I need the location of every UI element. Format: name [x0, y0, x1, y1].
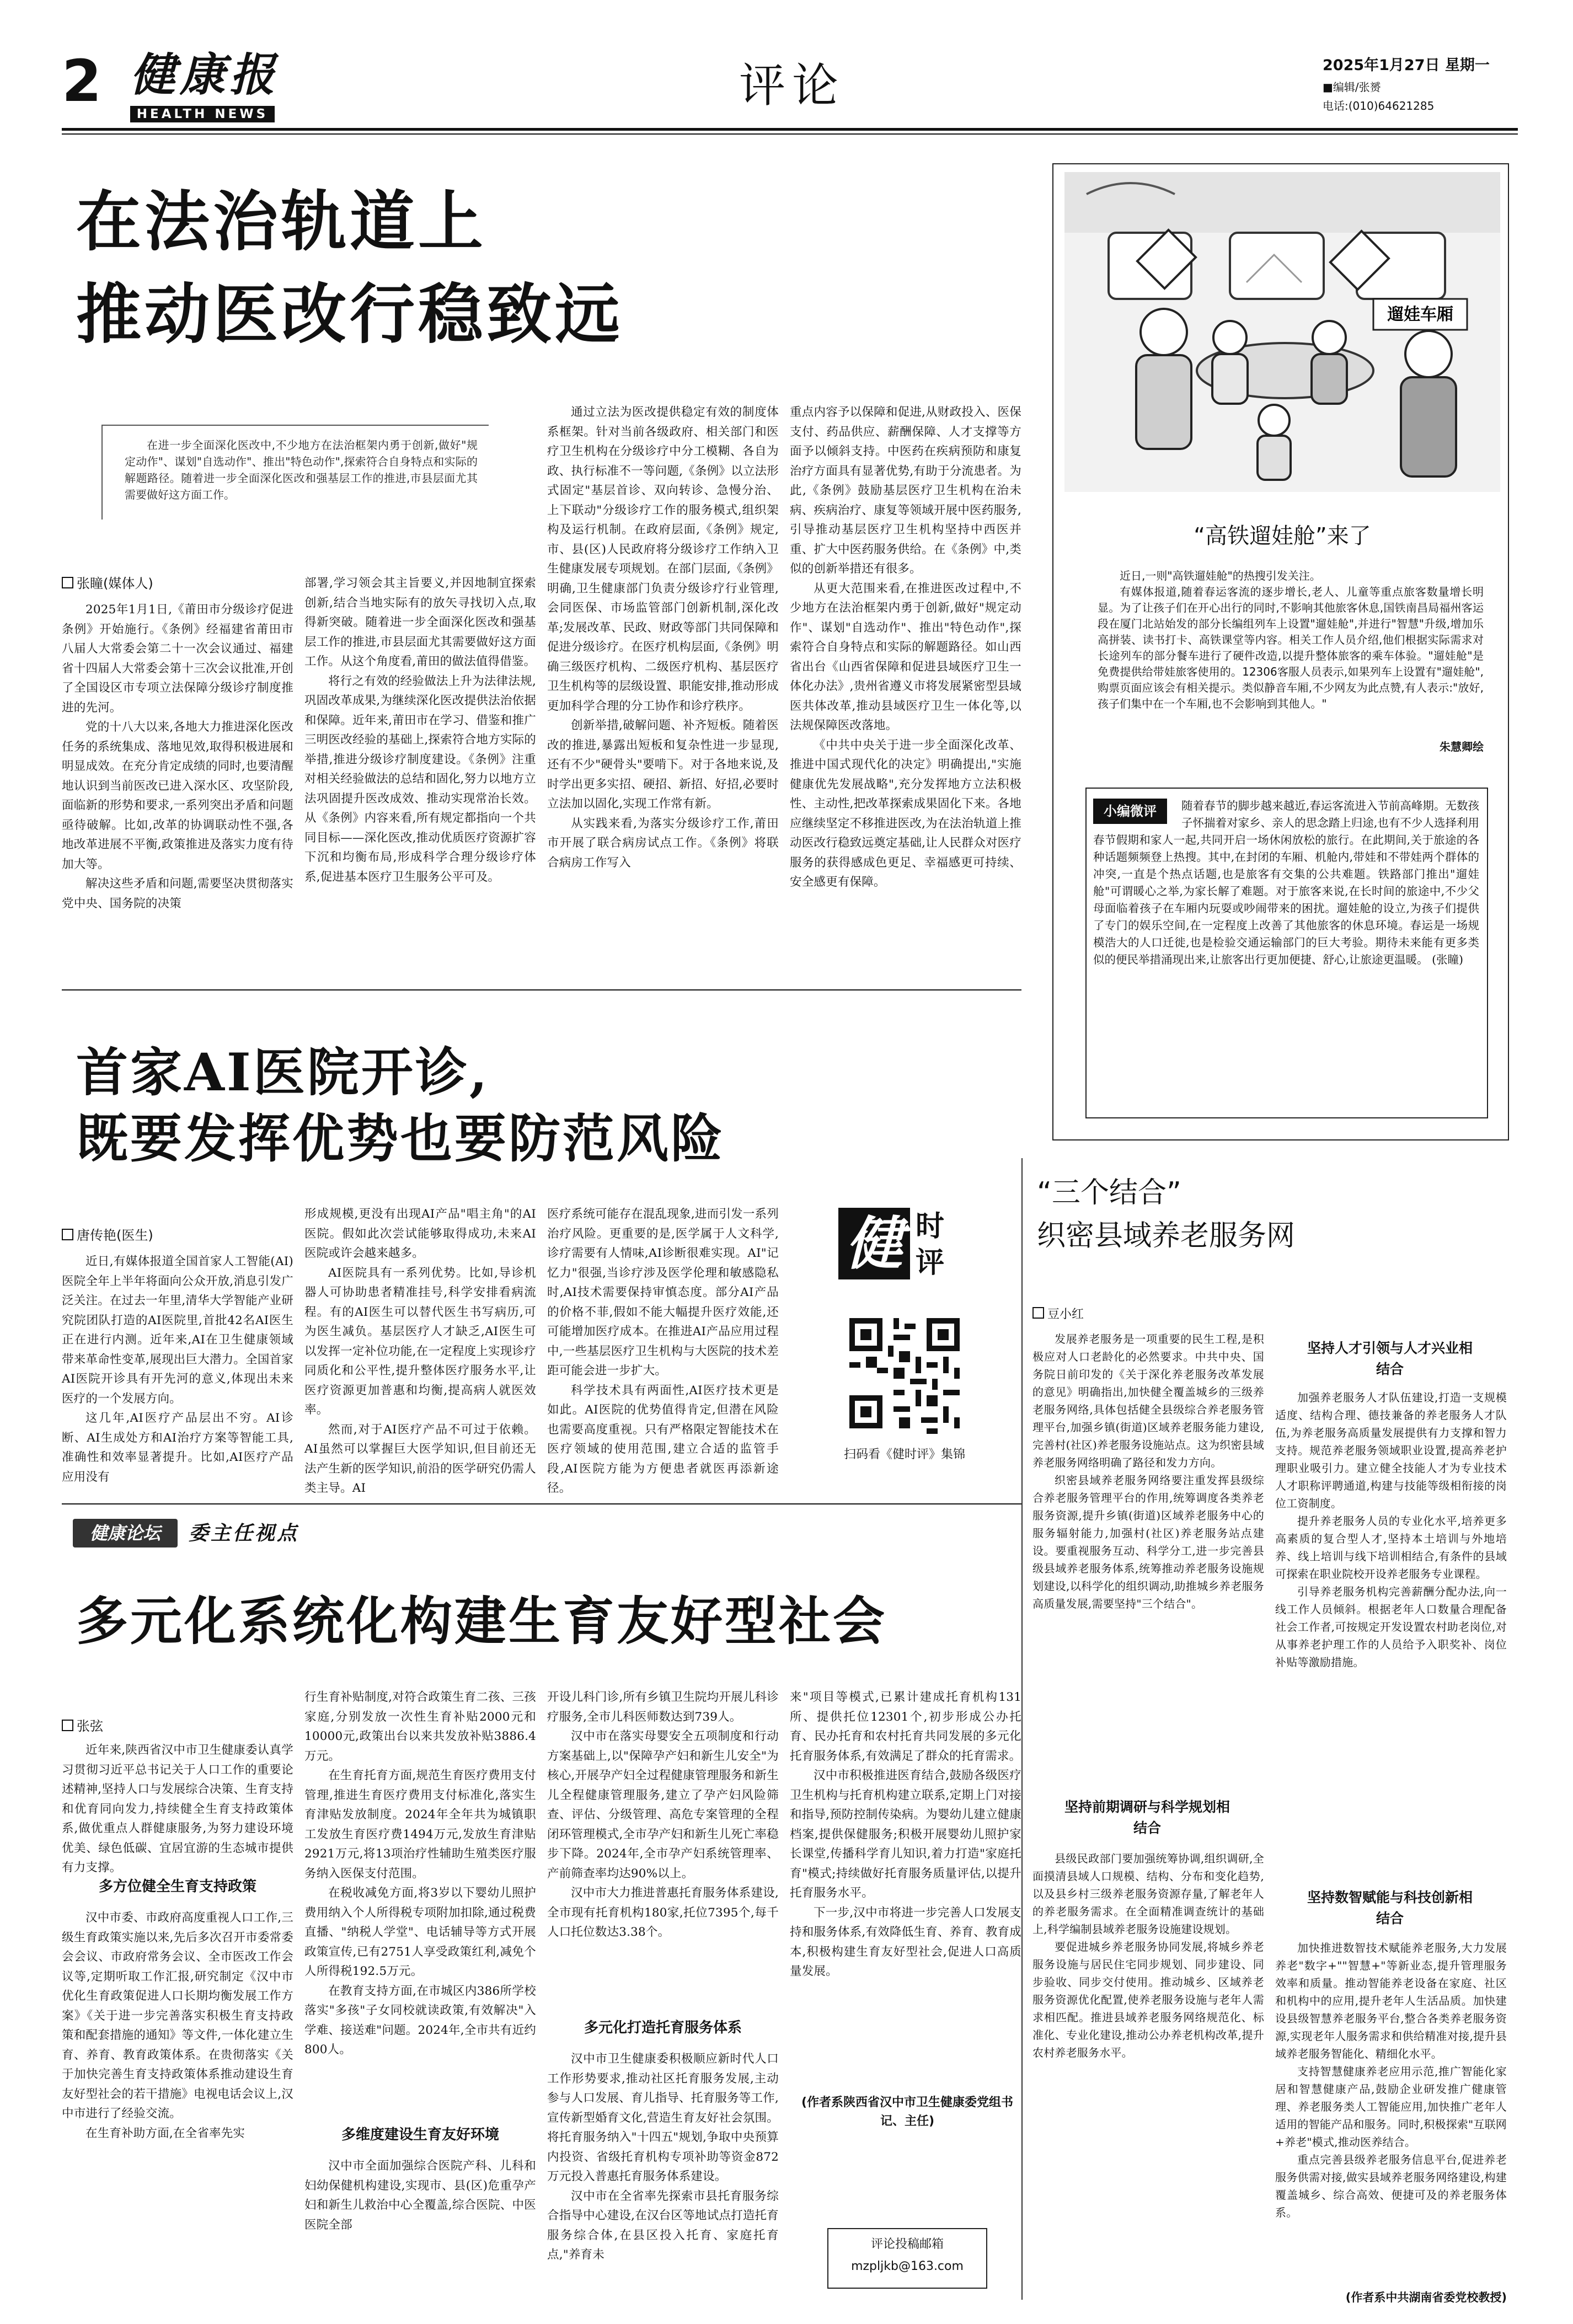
section-title: 评论 — [739, 58, 846, 113]
article3-column-1b — [1032, 1850, 1264, 2302]
editor-comment-label: 小编微评 — [1093, 799, 1167, 824]
paragraph: 这几年,AI医疗产品层出不穷。AI诊断、AI生成处方和AI治疗方案等智能工具,准确性和效率显著提升。比如,AI医疗产品应用没有 — [62, 1411, 293, 1484]
paragraph: 汉中市在落实母婴安全五项制度和行动方案基础上,以"保障孕产妇和新生儿安全"为核心,开展孕产妇全过程健康管理服务和新生儿全程健康管理服务,建立了孕产妇风险筛查、评估、分级管理、高危专案管理的全程闭环管理模式,全市孕产妇和新生儿死亡率稳步下降。2024年,全市孕产妇系统管理率、产前筛查率均达90%以上。 — [547, 1729, 779, 1881]
article3-column-2 — [1275, 1389, 1507, 1874]
editor-credit: ■编辑/张赟 — [1323, 81, 1381, 94]
logo-big-character: 健 — [838, 1208, 910, 1279]
paragraph: 来"项目等模式,已累计建成托育机构131所、提供托位12301个,初步形成公办托育、民办托育和农村托育共同发展的多元化托育服务体系,有效满足了群众的托育需求。 — [790, 1690, 1021, 1763]
article3-signature: (作者系中共湖南省委党校教授) — [1345, 2291, 1507, 2304]
article4-column-2 — [304, 1688, 536, 2112]
article3-subhead-1: 坚持前期调研与科学规划相结合 — [1064, 1799, 1230, 1836]
paragraph: 开设儿科门诊,所有乡镇卫生院均开展儿科诊疗服务,全市儿科医师数达到739人。 — [547, 1690, 779, 1724]
paragraph: 下一步,汉中市将进一步完善人口发展支持和服务体系,有效降低生育、养育、教育成本,积极构建生育友好型社会,促进人口高质量发展。 — [790, 1905, 1021, 1978]
editor-comment-signature: (张瞳) — [1432, 953, 1464, 966]
paragraph: 医疗系统可能存在混乱现象,进而引发一系列治疗风险。更重要的是,医学属于人文科学,诊疗需要有人情味,AI诊断很难实现。AI"记忆力"很强,当诊疗涉及医学伦理和敏感隐私时,AI技术需要保持审慎态度。部分AI产品的价格不菲,假如不能大幅提升医疗效能,还可能增加医疗成本。在推进AI产品应用过程中,一些基层医疗卫生机构与大医院的技术差距可能会进一步扩大。 — [547, 1207, 779, 1378]
byline-box-icon — [62, 1229, 73, 1240]
cartoon-author: 朱慧卿绘 — [1440, 740, 1484, 753]
paragraph: 部署,学习领会其主旨要义,并因地制宜探索创新,结合当地实际有的放矢寻找切入点,取得新突破。随着进一步全面深化医改和强基层工作的推进,市县层面尤其需要做好这方面工作。从这个角度看,莆田的做法值得借鉴。 — [304, 576, 536, 668]
paragraph: 在教育支持方面,在市城区内386所学校落实"多孩"子女同校就读政策,有效解决"入学难、接送难"问题。2024年,全市共有近约800人。 — [304, 1984, 536, 2057]
paragraph: 形成规模,更没有出现AI产品"唱主角"的AI医院。假如此次尝试能够取得成功,未来AI医院或许会越来越多。 — [304, 1207, 536, 1260]
paragraph: 近日,一则"高铁遛娃舱"的热搜引发关注。 — [1120, 569, 1321, 582]
article4-column-4 — [790, 1688, 1021, 2079]
paragraph: 发展养老服务是一项重要的民生工程,是积极应对人口老龄化的必然要求。中共中央、国务院日前印发的《关于深化养老服务改革发展的意见》明确指出,加快健全覆盖城乡的三级养老服务网络,具体包括健全县级综合养老服务管理平台,加强乡镇(街道)区域养老服务能力建设,完善村(社区)养老服务设施站点。这为织密县域养老服务网络明确了路径和发力方向。 — [1032, 1332, 1265, 1469]
paragraph: 加强养老服务人才队伍建设,打造一支规模适度、结构合理、德技兼备的养老服务人才队伍,为养老服务高质量发展提供有力支撑和智力支持。规范养老服务领域职业设置,提高养老护理职业吸引力。建立健全技能人才为专业技术人才职称评聘通道,构建与技能等级相衔接的岗位工资制度。 — [1275, 1391, 1507, 1510]
masthead-rule-thin — [62, 133, 1518, 135]
article2-headline-line1: 首家AI医院开诊, — [76, 1042, 490, 1103]
article3-byline-text: 豆小红 — [1047, 1308, 1084, 1321]
article4-column-3 — [547, 1688, 779, 2007]
paragraph: 2025年1月1日,《莆田市分级诊疗促进条例》开始施行。《条例》经福建省莆田市八届人大常委会第二十一次会议通过、福建省十四届人大常委会第十三次会议批准,开创了全国设区市专项立法保障分级诊疗制度推进的先河。 — [62, 603, 293, 715]
paragraph: 汉中市大力推进普惠托育服务体系建设,全市现有托育机构180家,托位7395个,每千人口托位数达3.38个。 — [547, 1886, 779, 1939]
column-tag-label: 健康论坛 — [73, 1519, 178, 1547]
train-family-cartoon-icon — [1064, 172, 1500, 492]
paragraph: 行生育补贴制度,对符合政策生育二孩、三孩家庭,分别发放一次性生育补贴2000元和10000元,政策出台以来共发放补贴3886.4万元。 — [304, 1690, 536, 1763]
qr-code-icon[interactable] — [844, 1313, 965, 1434]
article2-byline-text: 唐传艳(医生) — [77, 1228, 153, 1243]
article4-column-3b — [547, 2049, 779, 2300]
article2-byline — [62, 1224, 153, 1244]
paragraph: 科学技术具有两面性,AI医疗技术更是如此。AI医院的优势值得肯定,但潜在风险也需要高度重视。只有严格限定智能技术在医疗领域的使用范围,建立合适的监管手段,AI医院方能为方便患者就医再添新途径。 — [547, 1383, 779, 1495]
paper-english-name: HEALTH NEWS — [130, 106, 275, 122]
article2-column-2 — [304, 1204, 536, 1495]
column-divider — [1021, 1158, 1023, 2300]
logo-small-character-2: 评 — [916, 1246, 945, 1279]
paragraph: 重点内容予以保障和促进,从财政投入、医保支付、药品供应、薪酬保障、人才支撑等方面予以倾斜支持。中医药在疾病预防和康复治疗方面具有显著优势,有助于分流患者。为此,《条例》鼓励基层医疗卫生机构在治未病、疾病治疗、康复等领域开展中医药服务,引导推动基层医疗卫生机构坚持中西医并重、扩大中医药服务供给。在《条例》中,类似的创新举措还有很多。 — [790, 405, 1021, 576]
article3-column-1 — [1032, 1330, 1264, 1782]
article2-headline-line2: 既要发挥优势也要防范风险 — [76, 1109, 725, 1169]
paragraph: 汉中市全面加强综合医院产科、儿科和妇幼保健机构建设,实现市、县(区)危重孕产妇和新生儿救治中心全覆盖,综合医院、中医医院全部 — [304, 2159, 536, 2232]
article4-column-1b — [62, 1908, 293, 2300]
article3-byline — [1032, 1305, 1084, 1322]
paper-name: 健康报 — [130, 49, 279, 101]
label-spacer — [1093, 797, 1181, 829]
editor-comment-body: 随着春节的脚步越来越近,春运客流进入节前高峰期。无数孩子怀揣着对家乡、亲人的思念踏上归途,也有不少人选择利用春节假期和家人一起,共同开启一场休闲放松的旅行。在此期间,关于旅途的各种话题频频登上热搜。其中,在封闭的车厢、机舱内,带娃和不带娃两个群体的冲突,一直是个热点话题,也是旅客有交集的公共难题。铁路部门推出"遛娃舱"可谓暖心之举,为家长解了难题。对于旅客来说,在长时间的旅途中,不少父母面临着孩子在车厢内玩耍或吵闹带来的困扰。遛娃舱的设立,为孩子们提供了专门的娱乐空间,在一定程度上改善了其他旅客的休息环境。春运是一场规模浩大的人口迁徙,也是检验交通运输部门的巨大考验。期待未来能有更多类似的便民举措涌现出来,让旅客出行更加便捷、舒心,让旅途更温暖。 — [1093, 799, 1479, 966]
editor-comment-text — [1093, 797, 1479, 1106]
page-number: 2 — [62, 47, 102, 115]
section-divider — [62, 1503, 1021, 1504]
article4-subhead-2: 多维度建设生育友好环境 — [341, 2127, 499, 2143]
article1-column-4 — [790, 403, 1021, 975]
paragraph: 汉中市积极推进医育结合,鼓励各级医疗卫生机构与托育机构建立联系,定期上门对接和指导,预防控制传染病。为婴幼儿建立健康档案,提供保健服务;积极开展婴幼儿照护家长课堂,传播科学育儿知识,着力打造"家庭托育"模式;持续做好托育服务质量评估,以提升托育服务水平。 — [790, 1769, 1021, 1900]
byline-box-icon — [62, 577, 73, 588]
byline-box-icon — [62, 1720, 73, 1731]
paragraph: 创新举措,破解问题、补齐短板。随着医改的推进,暴露出短板和复杂性进一步显现,还有不少"硬骨头"要啃下。对于各地来说,及时学出更多实招、硬招、新招、好招,必要时立法加以固化,实现工作常有新。 — [547, 719, 779, 811]
paragraph: 在生育补助方面,在全省率先实 — [85, 2126, 245, 2140]
paragraph: 党的十八大以来,各地大力推进深化医改任务的系统集成、落地见效,取得积极进展和明显成效。在充分肯定成绩的同时,也要清醒地认识到当前医改已进入深水区、攻坚阶段,面临新的形势和要求,一系列突出矛盾和问题亟待破解。比如,改革的协调联动性不强,各地改革进展不平衡,政策推进及落实力度有待加大等。 — [62, 720, 293, 871]
paragraph: 汉中市委、市政府高度重视人口工作,三级生育政策实施以来,先后多次召开市委常委会会议、市政府常务会议、全市医改工作会议等,定期听取工作汇报,研究制定《汉中市优化生育政策促进人口长期均衡发展工作方案》《关于进一步完善落实积极生育支持政策和配套措施的通知》等文件,一体化建立生育、养育、教育政策体系。在贵彻落实《关于加快完善生育支持政策体系推动建设生育友好型社会的若干措施》电视电话会议上,汉中市进行了经验交流。 — [62, 1911, 293, 2120]
article3-subhead-2: 坚持人才引领与人才兴业相结合 — [1307, 1340, 1473, 1377]
article3-column-2b — [1275, 1939, 1507, 2281]
column-tag-subtitle: 委主任视点 — [189, 1522, 299, 1545]
mailbox-email[interactable]: mzpljkb@163.com — [851, 2259, 964, 2273]
article1-headline-line1: 在法治轨道上 — [76, 183, 487, 260]
qr-caption: 扫码看《健时评》集锦 — [843, 1448, 965, 1461]
paragraph: 汉中市在全省率先探索市县托育服务综合指导中心建设,在汉台区等地试点打造托育服务综合体,在县区投入托育、家庭托育点,"养育未 — [547, 2189, 779, 2262]
article4-subhead-1: 多方位健全生育支持政策 — [98, 1878, 256, 1895]
paragraph: 从更大范围来看,在推进医改过程中,不少地方在法治框架内勇于创新,做好"规定动作"、谋划"自选动作"、推出"特色动作",探索符合自身特点和实际的解题路径。如山西省出台《山西省保障和促进县域医疗卫生一体化办法》,贵州省遵义市将发展紧密型县域医共体改革,推动县域医疗卫生一体化等,以法规保障医改落地。 — [790, 581, 1021, 732]
phone-number: 电话:(010)64621285 — [1323, 99, 1435, 113]
paragraph: 然而,对于AI医疗产品不可过于依赖。AI虽然可以掌握巨大医学知识,但目前还无法产生新的医学知识,前沿的医学研究仍需人类主导。AI — [304, 1422, 536, 1495]
issue-date: 2025年1月27日 星期一 — [1323, 57, 1490, 74]
article4-signature: (作者系陕西省汉中市卫生健康委党组书记、主任) — [801, 2096, 1014, 2128]
section-divider — [62, 989, 1021, 990]
cartoon-sign-text: 遛娃车厢 — [1387, 305, 1453, 324]
article3-headline-line2: 织密县域养老服务网 — [1037, 1219, 1296, 1252]
logo-small-character-1: 时 — [916, 1209, 945, 1243]
paragraph: 织密县域养老服务网络要注重发挥县级综合养老服务管理平台的作用,统筹调度各类养老服务资源,提升乡镇(街道)区域养老服务中心的服务辐射能力,加强村(社区)养老服务站点建设。要重视服务互动、科学分工,进一步完善县级县域养老服务体系,统筹推动养老服务设施规划建设,以科学化的组织调动,助推城乡养老服务高质量发展,需要坚持"三个结合"。 — [1032, 1474, 1264, 1610]
article4-byline-text: 张弦 — [77, 1718, 103, 1734]
article4-column-2b — [304, 2156, 536, 2300]
paragraph: 汉中市卫生健康委积极顺应新时代人口工作形势要求,推动社区托育服务发展,主动参与人口发展、育儿指导、托育服务等工作,宣传新型婚育文化,营造生育友好社会氛围。将托育服务纳入"十四五"规划,争取中央预算内投资、省级托育机构专项补助等资金872万元投入普惠托育服务体系建设。 — [547, 2052, 779, 2183]
article4-byline — [62, 1715, 103, 1734]
jianshiping-logo — [838, 1208, 971, 1285]
paragraph: 重点完善县级养老服务信息平台,促进养老服务供需对接,做实县域养老服务网络建设,构建覆盖城乡、综合高效、便捷可及的养老服务体系。 — [1275, 2153, 1507, 2219]
cartoon-description — [1098, 568, 1484, 712]
byline-box-icon — [1032, 1307, 1044, 1319]
article4-subhead-3: 多元化打造托育服务体系 — [584, 2020, 742, 2036]
article4-headline: 多元化系统化构建生育友好型社会 — [76, 1591, 887, 1652]
article1-lead-box — [101, 425, 489, 520]
paragraph: 加快推进数智技术赋能养老服务,大力发展养老"数字+""智慧+"等新业态,提升管理服务效率和质量。推动智能养老设备在家庭、社区和机构中的应用,提升老年人生活品质。加快建设县级智慧养老服务平台,整合各类养老服务资源,实现老年人服务需求和供给精准对接,提升县域养老服务智能化、精细化水平。 — [1275, 1941, 1507, 2060]
column-tag — [62, 1517, 371, 1550]
article1-column-3 — [547, 403, 779, 975]
article2-column-1 — [62, 1252, 293, 1489]
article1-lead-text: 在进一步全面深化医改中,不少地方在法治框架内勇于创新,做好"规定动作"、谋划"自选动作"、推出"特色动作",探索符合自身特点和实际的解题路径。随着进一步全面深化医改和强基层工作的推进,市县层面尤其需要做好这方面工作。 — [125, 438, 478, 501]
article3-headline-line1: “三个结合” — [1037, 1176, 1181, 1209]
mailbox-box — [827, 2228, 987, 2289]
article1-column-2 — [304, 574, 536, 975]
article2-column-3 — [547, 1204, 779, 1495]
article1-headline-line2: 推动医改行稳致远 — [76, 276, 624, 352]
article4-column-1 — [62, 1741, 293, 1875]
paragraph: 在税收减免方面,将3岁以下婴幼儿照护费用纳入个人所得税专项附加扣除,通过税费直播、"纳税人学堂"、电话辅导等方式开展政策宣传,已有2751人享受政策红利,减免个人所得税192.5万元。 — [304, 1886, 536, 1978]
paragraph: 《中共中央关于进一步全面深化改革、推进中国式现代化的决定》明确提出,"实施健康优先发展战略",充分发挥地方立法积极性、主动性,把改革探索成果固化下来。各地应继续坚定不移推进医改,为在法治轨道上推动医改行稳致远奠定基础,让人民群众对医疗服务的获得感成色更足、幸福感更可持续、安全感更有保障。 — [790, 738, 1021, 889]
paragraph: 在生育托育方面,规范生育医疗费用支付管理,推进生育医疗费用支付标准化,落实生育津贴发放制度。2024年全年共为城镇职工发放生育医疗费1494万元,发放生育津贴2921万元,将13项治疗性辅助生殖类医疗服务纳入医保支付范围。 — [304, 1769, 536, 1881]
qr-code-graphic-icon — [844, 1313, 965, 1434]
article1-column-1 — [62, 600, 293, 975]
paragraph: 引导养老服务机构完善薪酬分配办法,向一线工作人员倾斜。根据老年人口数量合理配备社会工作者,可按规定开发设置农村助老岗位,对从事养老护理工作的人员给予入职奖补、岗位补贴等激励措施。 — [1275, 1585, 1507, 1669]
paragraph: 提升养老服务人员的专业化水平,培养更多高素质的复合型人才,坚持本土培训与外地培养、线上培训与线下培训相结合,有条件的县域可探索在职业院校开设养老服务专业课程。 — [1275, 1514, 1507, 1581]
paragraph: AI医院具有一系列优势。比如,导诊机器人可协助患者精准挂号,科学安排看病流程。有的AI医生可以替代医生书写病历,可为医生减负。基层医疗人才缺乏,AI医生可以发挥一定补位功能,在一定程度上实现诊疗同质化和公平性,提升整体医疗服务水平,让医疗资源更加普惠和均衡,提高病人就医效率。 — [304, 1266, 536, 1417]
article3-subhead-3: 坚持数智赋能与科技创新相结合 — [1307, 1889, 1473, 1926]
paragraph: 近年来,陕西省汉中市卫生健康委认真学习贯彻习近平总书记关于人口工作的重要论述精神,坚持人口与发展综合决策、生育支持和优育同向发力,持续健全生育支持政策体系,做优重点人群健康服务,为努力建设环境优美、绿色低碳、宜居宜游的生态城市提供有力支撑。 — [62, 1743, 293, 1875]
masthead-rule — [62, 128, 1518, 131]
paragraph: 通过立法为医改提供稳定有效的制度体系框架。针对当前各级政府、相关部门和医疗卫生机构在分级诊疗中分工模糊、各自为政、执行标准不一等问题,《条例》以立法形式固定"基层首诊、双向转诊、急慢分治、上下联动"分级诊疗工作的服务模式,组织架构及运行机制。在政府层面,《条例》规定,市、县(区)人民政府将分级诊疗工作纳入卫生健康发展专项规划。在部门层面,《条例》明确,卫生健康部门负责分级诊疗行业管理,会同医保、市场监管部门创新机制,深化改革;发展改革、民政、财政等部门共同保障和促进分级诊疗。在医疗机构层面,《条例》明确三级医疗机构、二级医疗机构、基层医疗卫生机构等的层级设置、职能安排,推动形成更加科学合理的分工协作和诊疗秩序。 — [547, 405, 779, 713]
article1-byline — [62, 572, 153, 592]
paragraph: 从实践来看,为落实分级诊疗工作,莆田市开展了联合病房试点工作。《条例》将联合病房工作写入 — [547, 816, 779, 870]
paragraph: 有媒体报道,随着春运客流的逐步增长,老人、儿童等重点旅客数量增长明显。为了让孩子们在开心出行的同时,不影响其他旅客休息,国铁南昌局福州客运段在厦门北站始发的部分长编组列车上设置"遛娃舱",并进行"智慧"升级,增加乐高拼装、读书打卡、高铁课堂等内容。相关工作人员介绍,他们根据实际需求对长途列车的部分餐车进行了硬件改造,以提升整体旅客的乘车体验。"遛娃舱"是免费提供给带娃旅客使用的。12306客服人员表示,如果列车上设置有"遛娃舱",购票页面应该会有相关提示。类似静音车厢,不少网友为此点赞,有人表示:"放好,孩子们集中在一个车厢,也不会影响到其他人。" — [1098, 585, 1484, 710]
article1-byline-text: 张瞳(媒体人) — [77, 576, 153, 591]
paragraph: 近日,有媒体报道全国首家人工智能(AI)医院全年上半年将面向公众开放,消息引发广泛关注。在过去一年里,清华大学智能产业研究院团队打造的AI医院里,首批42名AI医生正在进行内测。近年来,AI在卫生健康领域带来革命性变革,展现出巨大潜力。全国首家AI医院开诊具有开先河的意义,体现出未来医疗的一个发展方向。 — [62, 1255, 293, 1406]
paragraph: 支持智慧健康养老应用示范,推广智能化家居和智慧健康产品,鼓励企业研发推广健康管理、养老服务类人工智能应用,加快推广老年人适用的智能产品和服务。同时,积极探索"互联网+养老"模式,推动医养结合。 — [1275, 2065, 1507, 2149]
cartoon-illustration — [1064, 172, 1500, 492]
paragraph: 将行之有效的经验做法上升为法律法规,巩固改革成果,为继续深化医改提供法治依据和保障。近年来,莆田市在学习、借鉴和推广三明医改经验的基础上,探索符合地方实际的举措,推进分级诊疗制度建设。《条例》注重对相关经验做法的总结和固化,努力以地方立法巩固提升医改成效、推动实现常治长效。从《条例》内容来看,所有规定都指向一个共同目标——深化医改,推动优质医疗资源扩容下沉和均衡布局,形成科学合理分级诊疗体系,促进基本医疗卫生服务公平可及。 — [304, 674, 536, 884]
paragraph: 解决这些矛盾和问题,需要坚决贯彻落实党中央、国务院的决策 — [62, 877, 293, 911]
mailbox-title: 评论投稿邮箱 — [870, 2237, 944, 2251]
paragraph: 要促进城乡养老服务协同发展,将城乡养老服务设施与居民住宅同步规划、同步建设、同步验收、同步交付使用。推动城乡、区域养老服务资源优化配置,使养老服务设施与老年人需求相匹配。推进县域养老服务网络规范化、标准化、专业化建设,推动公办养老机构改革,提升农村养老服务水平。 — [1032, 1940, 1264, 2059]
cartoon-title: “高铁遛娃舱”来了 — [1194, 523, 1371, 549]
paragraph: 县级民政部门要加强统筹协调,组织调研,全面摸清县域人口规模、结构、分布和变化趋势,以及县乡村三级养老服务资源存量,了解老年人的养老服务需求。在全面精准调查统计的基础上,科学编制县域养老服务设施建设规划。 — [1032, 1852, 1264, 1936]
